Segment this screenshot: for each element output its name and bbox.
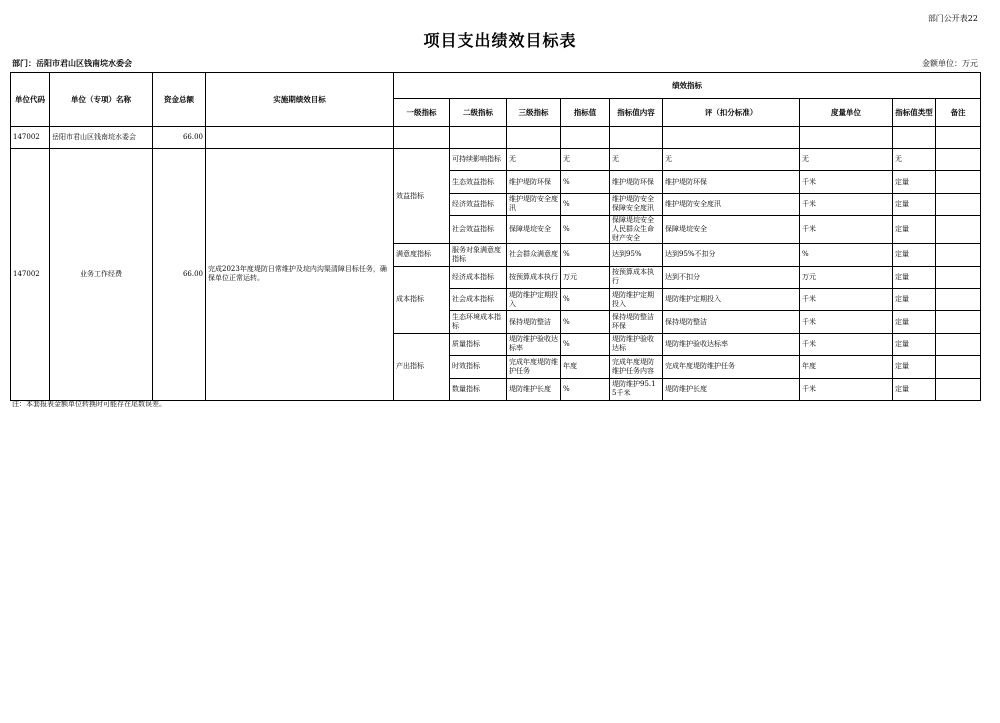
cell-content: 维护堤防安全保障安全度汛	[610, 193, 663, 215]
cell-score: 完成年度堤防维护任务	[663, 356, 800, 378]
cell-content: 保障堤垸安全人民群众生命财产安全	[610, 216, 663, 244]
cell-unit: 千米	[800, 288, 893, 310]
cell-l2: 可持续影响指标	[450, 149, 507, 171]
cell-l3: 无	[507, 149, 561, 171]
summary-amount: 66.00	[153, 127, 206, 149]
cell-unit: 千米	[800, 333, 893, 355]
header-unit-name: 单位（专项）名称	[50, 73, 153, 127]
page-title: 项目支出绩效目标表	[423, 31, 577, 50]
footnote: 注：本套报表金额单位转换时可能存在尾数误差。	[12, 400, 166, 408]
cell-content: 达到95%	[610, 244, 663, 266]
cell-unit: 千米	[800, 216, 893, 244]
project-amount: 66.00	[153, 149, 206, 401]
cell-value: %	[561, 244, 610, 266]
cell-unit: %	[800, 244, 893, 266]
cell-content: 完成年度堤防维护任务内容	[610, 356, 663, 378]
header-goal: 实施期绩效目标	[206, 73, 394, 127]
cell-l2: 质量指标	[450, 333, 507, 355]
cell-remark	[936, 378, 981, 400]
cell-content: 堤防维护验收达标	[610, 333, 663, 355]
header-measure-unit: 度量单位	[800, 99, 893, 127]
cell-l2: 经济成本指标	[450, 266, 507, 288]
cell-remark	[936, 171, 981, 193]
cell-l2: 社会效益指标	[450, 216, 507, 244]
department-label: 部门：岳阳市君山区钱南垸水委会	[12, 58, 132, 68]
cell-l3: 按预算成本执行	[507, 266, 561, 288]
cell-remark	[936, 356, 981, 378]
cell-score: 堤防维护验收达标率	[663, 333, 800, 355]
cell-unit: 千米	[800, 171, 893, 193]
cell-l3: 保持堤防整洁	[507, 311, 561, 333]
cell-l2: 数量指标	[450, 378, 507, 400]
header-value-content: 指标值内容	[610, 99, 663, 127]
cell-score: 达到95%不扣分	[663, 244, 800, 266]
header-indicators: 绩效指标	[394, 73, 981, 99]
summary-code: 147002	[11, 127, 50, 149]
cell-type: 无	[893, 149, 936, 171]
form-number-label: 部门公开表22	[927, 14, 978, 23]
cell-type: 定量	[893, 193, 936, 215]
level1-output: 产出指标	[394, 333, 450, 400]
cell-score: 维护堤防环保	[663, 171, 800, 193]
cell-type: 定量	[893, 333, 936, 355]
cell-content: 堤防维护定期投入	[610, 288, 663, 310]
cell-type: 定量	[893, 288, 936, 310]
cell-type: 定量	[893, 378, 936, 400]
cell-remark	[936, 244, 981, 266]
cell-unit: 千米	[800, 311, 893, 333]
cell-l3: 堤防维护验收达标率	[507, 333, 561, 355]
header-remarks: 备注	[936, 99, 981, 127]
project-name: 业务工作经费	[50, 149, 153, 401]
cell-remark	[936, 311, 981, 333]
cell-value: %	[561, 216, 610, 244]
summary-row	[11, 127, 981, 149]
cell-score: 保障堤垸安全	[663, 216, 800, 244]
cell-value: 万元	[561, 266, 610, 288]
cell-unit: 万元	[800, 266, 893, 288]
cell-remark	[936, 288, 981, 310]
cell-value: %	[561, 378, 610, 400]
summary-name: 岳阳市君山区钱南垸水委会	[50, 127, 153, 149]
header-level1: 一级指标	[394, 99, 450, 127]
cell-type: 定量	[893, 216, 936, 244]
amount-unit-label: 金额单位：万元	[922, 59, 978, 68]
header-row-1	[11, 73, 981, 99]
cell-score: 达到不扣分	[663, 266, 800, 288]
cell-score: 堤防维护长度	[663, 378, 800, 400]
cell-type: 定量	[893, 171, 936, 193]
cell-unit: 年度	[800, 356, 893, 378]
project-goal: 完成2023年度堤防日常维护及垸内沟渠清障目标任务，确保单位正常运转。	[206, 149, 394, 401]
level1-benefit: 效益指标	[394, 149, 450, 244]
header-total-funds: 资金总额	[153, 73, 206, 127]
header-level3: 三级指标	[507, 99, 561, 127]
cell-unit: 千米	[800, 378, 893, 400]
table-row	[11, 149, 981, 171]
cell-score: 无	[663, 149, 800, 171]
cell-unit: 千米	[800, 193, 893, 215]
cell-l3: 堤防维护定期投入	[507, 288, 561, 310]
cell-l2: 经济效益指标	[450, 193, 507, 215]
cell-content: 保持堤防整洁环保	[610, 311, 663, 333]
cell-type: 定量	[893, 266, 936, 288]
cell-remark	[936, 216, 981, 244]
cell-type: 定量	[893, 311, 936, 333]
project-code: 147002	[11, 149, 50, 401]
cell-value: 年度	[561, 356, 610, 378]
header-value-type: 指标值类型	[893, 99, 936, 127]
cell-value: %	[561, 288, 610, 310]
header-scoring: 评（扣分标准）	[663, 99, 800, 127]
cell-l3: 维护堤防环保	[507, 171, 561, 193]
cell-value: %	[561, 171, 610, 193]
cell-l2: 生态环境成本指标	[450, 311, 507, 333]
cell-score: 维护堤防安全度汛	[663, 193, 800, 215]
cell-unit: 无	[800, 149, 893, 171]
cell-l3: 堤防维护长度	[507, 378, 561, 400]
level1-cost: 成本指标	[394, 266, 450, 333]
cell-l2: 社会成本指标	[450, 288, 507, 310]
cell-score: 堤防维护定期投入	[663, 288, 800, 310]
header-unit-code: 单位代码	[11, 73, 50, 127]
cell-remark	[936, 266, 981, 288]
cell-l3: 保障堤垸安全	[507, 216, 561, 244]
cell-l3: 社会群众满意度	[507, 244, 561, 266]
performance-target-table	[10, 72, 981, 401]
cell-type: 定量	[893, 356, 936, 378]
header-level2: 二级指标	[450, 99, 507, 127]
cell-content: 无	[610, 149, 663, 171]
cell-score: 保持堤防整洁	[663, 311, 800, 333]
cell-l2: 时效指标	[450, 356, 507, 378]
cell-remark	[936, 149, 981, 171]
cell-l2: 服务对象满意度指标	[450, 244, 507, 266]
cell-l3: 维护堤防安全度汛	[507, 193, 561, 215]
cell-content: 按预算成本执行	[610, 266, 663, 288]
level1-satisfaction: 满意度指标	[394, 244, 450, 266]
cell-l3: 完成年度堤防维护任务	[507, 356, 561, 378]
cell-value: %	[561, 333, 610, 355]
cell-l2: 生态效益指标	[450, 171, 507, 193]
cell-value: 无	[561, 149, 610, 171]
cell-value: %	[561, 311, 610, 333]
cell-remark	[936, 193, 981, 215]
cell-type: 定量	[893, 244, 936, 266]
header-value: 指标值	[561, 99, 610, 127]
cell-value: %	[561, 193, 610, 215]
cell-remark	[936, 333, 981, 355]
cell-content: 维护堤防环保	[610, 171, 663, 193]
cell-content: 堤防维护95.15千米	[610, 378, 663, 400]
